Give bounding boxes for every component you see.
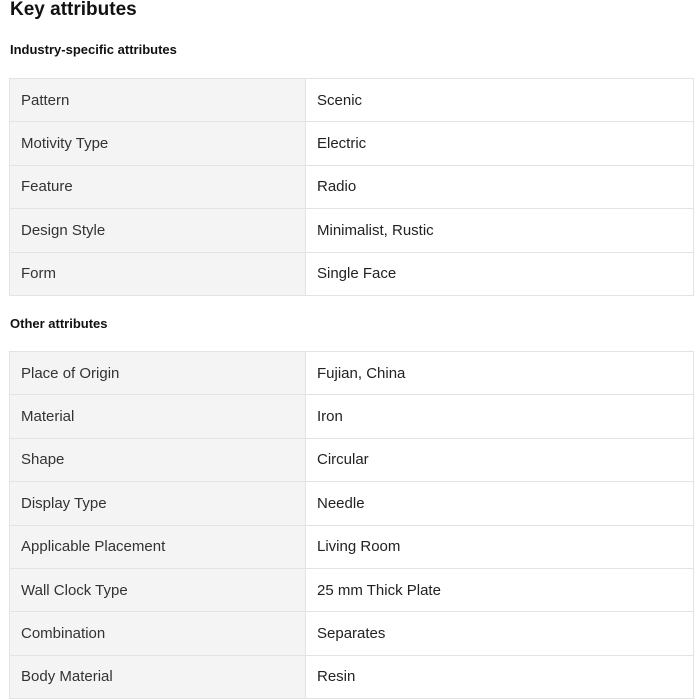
attribute-key: Form [10,252,306,295]
table-row [10,79,694,122]
attribute-key: Motivity Type [10,122,306,165]
table-row [10,612,694,655]
table-row [10,352,694,395]
page-title: Key attributes [10,0,137,20]
attribute-key: Pattern [10,79,306,122]
attribute-value: Single Face [306,252,694,295]
attribute-value: Scenic [306,79,694,122]
attribute-key: Place of Origin [10,352,306,395]
attribute-value: 25 mm Thick Plate [306,568,694,611]
attribute-key: Wall Clock Type [10,568,306,611]
table-row [10,209,694,252]
attribute-value: Minimalist, Rustic [306,209,694,252]
section-title-industry: Industry-specific attributes [10,42,177,57]
attribute-key: Feature [10,165,306,208]
attribute-value: Living Room [306,525,694,568]
attribute-value: Needle [306,482,694,525]
table-row [10,438,694,481]
attribute-value: Electric [306,122,694,165]
attribute-value: Separates [306,612,694,655]
attribute-key: Display Type [10,482,306,525]
table-row [10,482,694,525]
attribute-key: Shape [10,438,306,481]
table-row [10,165,694,208]
industry-attributes-table [9,78,694,296]
table-row [10,525,694,568]
other-attributes-table [9,351,694,699]
attribute-value: Radio [306,165,694,208]
table-row [10,252,694,295]
table-row [10,395,694,438]
attribute-key: Applicable Placement [10,525,306,568]
attribute-value: Resin [306,655,694,698]
attribute-value: Iron [306,395,694,438]
section-title-other: Other attributes [10,316,108,331]
table-row [10,655,694,698]
attribute-key: Design Style [10,209,306,252]
table-row [10,122,694,165]
attribute-key: Material [10,395,306,438]
table-row [10,568,694,611]
attribute-value: Circular [306,438,694,481]
attribute-key: Combination [10,612,306,655]
attribute-key: Body Material [10,655,306,698]
attribute-value: Fujian, China [306,352,694,395]
